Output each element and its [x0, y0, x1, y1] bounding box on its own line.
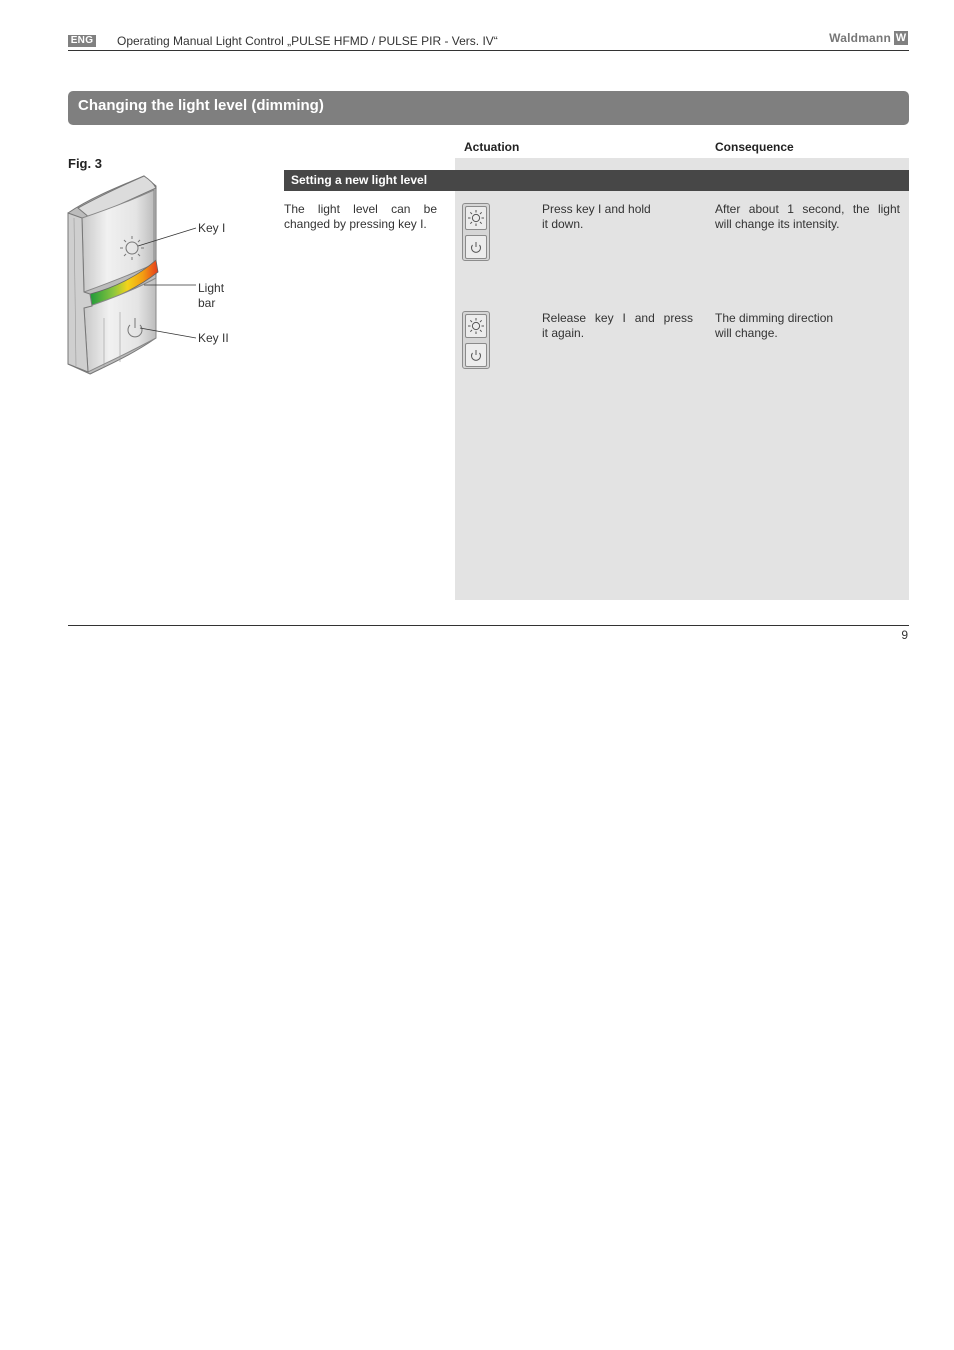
column-header-actuation: Actuation: [464, 140, 520, 154]
actuation-row-1-line2: it down.: [542, 217, 584, 231]
brand-name: Waldmann: [829, 31, 891, 45]
subsection-description: [284, 202, 437, 232]
actuation-row-2: [542, 311, 693, 341]
power-icon: [466, 236, 486, 258]
sun-icon: [466, 207, 486, 229]
callout-light-bar-line1: Light: [198, 281, 225, 295]
consequence-row-2-line1: The dimming direction: [715, 311, 834, 325]
description-line-2: changed by pressing key I.: [284, 217, 427, 231]
key-diagram-row-2: [462, 311, 490, 369]
brand-mark-icon: W: [895, 32, 907, 44]
section-title: Changing the light level (dimming): [78, 97, 324, 114]
language-badge: ENG: [68, 35, 96, 47]
subsection-bar: [284, 170, 909, 191]
key-diagram-row-1: [462, 203, 490, 261]
key-ii: [465, 235, 487, 259]
callout-key-ii: Key II: [198, 331, 229, 345]
page-number: 9: [901, 628, 908, 642]
actuation-row-1-line1: Press key I and hold: [542, 202, 651, 216]
header-divider: [68, 50, 909, 51]
document-title: Operating Manual Light Control „PULSE HFMD / PULSE PIR - Vers. IV“: [117, 34, 498, 48]
actuation-row-2-line1: Release key I and press: [542, 311, 693, 325]
consequence-row-1-line2: will change its intensity.: [715, 217, 840, 231]
consequence-row-1: [715, 202, 900, 232]
consequence-row-1-line1: After about 1 second, the light: [715, 202, 900, 216]
footer-divider: [68, 625, 909, 626]
consequence-row-2-line2: will change.: [715, 326, 778, 340]
key-i-pressed: [465, 206, 487, 230]
sun-icon: [466, 315, 486, 337]
section-banner: [68, 91, 909, 125]
device-illustration: [60, 168, 250, 380]
callout-light-bar: [198, 281, 224, 311]
description-line-1: The light level can be: [284, 202, 437, 216]
power-icon: [466, 344, 486, 366]
callout-key-i: Key I: [198, 221, 226, 235]
key-i-pressed: [465, 314, 487, 338]
consequence-row-2: [715, 311, 900, 341]
actuation-row-1: [542, 202, 693, 232]
key-ii: [465, 343, 487, 367]
callout-light-bar-line2: bar: [198, 296, 216, 310]
brand-logo: [829, 31, 908, 45]
figure-label: Fig. 3: [68, 156, 102, 171]
actuation-row-2-line2: it again.: [542, 326, 585, 340]
subsection-title: Setting a new light level: [291, 173, 428, 187]
column-header-consequence: Consequence: [715, 140, 794, 154]
